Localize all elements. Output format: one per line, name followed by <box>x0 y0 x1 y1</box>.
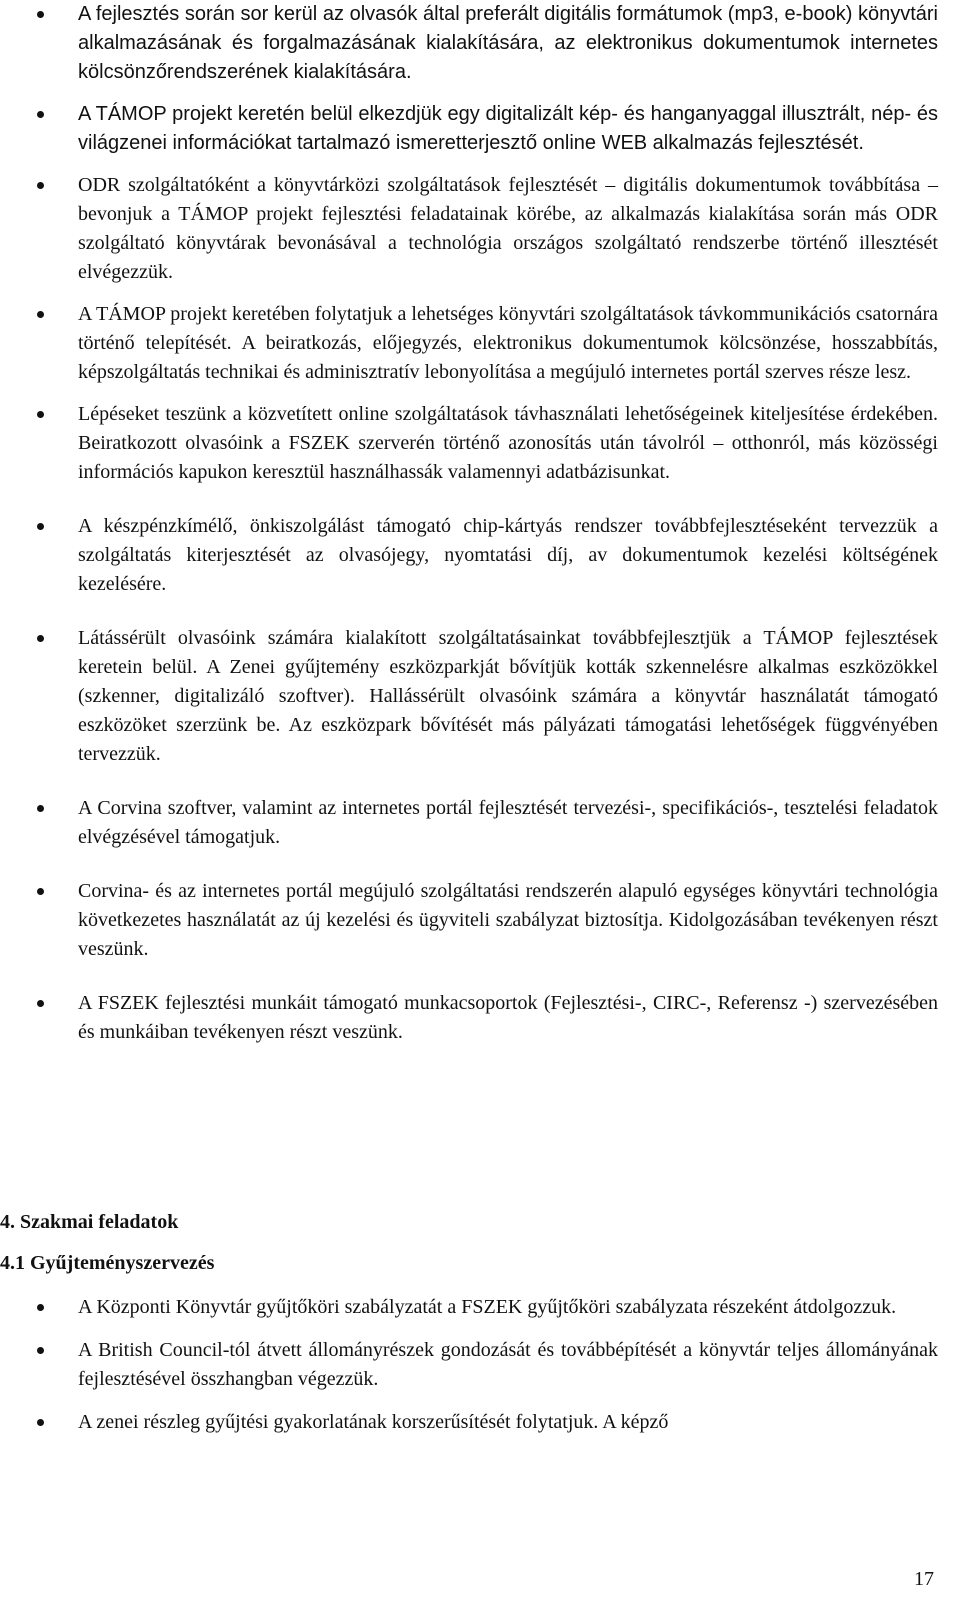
list-item: Lépéseket teszünk a közvetített online szolgáltatások távhasználati lehetőségeinek kiteljesítése érdekében. Beiratkozott olvasóink a FSZEK szerverén történő azonosítás után távolról – otthonról, más közösségi információs kapukon keresztül használhassák valamennyi adatbázisunkat. <box>0 400 960 487</box>
list-item: A TÁMOP projekt keretén belül elkezdjük egy digitalizált kép- és hanganyaggal illusztrált, nép- és világzenei információkat tartalmazó ismeretterjesztő online WEB alkalmazás fejlesztését. <box>0 100 960 158</box>
section-heading: 4. Szakmai feladatok <box>0 1211 179 1233</box>
list-item: A Corvina szoftver, valamint az internetes portál fejlesztését tervezési-, specifikációs-, tesztelési feladatok elvégzésével támogatjuk. <box>0 794 960 852</box>
list-item: A készpénzkímélő, önkiszolgálást támogató chip-kártyás rendszer továbbfejlesztéseként tervezzük a szolgáltatás kiterjesztését az olvasójegy, nyomtatási díj, av dokumentumok kezelési költségének kezelésére. <box>0 512 960 599</box>
list-item: A FSZEK fejlesztési munkáit támogató munkacsoportok (Fejlesztési-, CIRC-, Referensz -) szervezésében és munkáiban tevékenyen részt veszünk. <box>0 989 960 1047</box>
subsection-heading: 4.1 Gyűjteményszervezés <box>0 1252 215 1274</box>
list-item: A British Council-tól átvett állományrészek gondozását és továbbépítését a könyvtár teljes állományának fejlesztésével összhangban végezzük. <box>0 1336 960 1394</box>
list-item: ODR szolgáltatóként a könyvtárközi szolgáltatások fejlesztését – digitális dokumentumok továbbítása – bevonjuk a TÁMOP projekt fejlesztési feladatainak körébe, az alkalmazás kialakítása során más ODR szolgáltató könyvtárak bevonásával a technológia országos szolgáltató rendszerbe történő illesztését elvégezzük. <box>0 171 960 287</box>
list-item: A fejlesztés során sor kerül az olvasók által preferált digitális formátumok (mp3, e-book) könyvtári alkalmazásának és forgalmazásának kialakítására, az elektronikus dokumentumok internetes kölcsönzőrendszerének kialakítására. <box>0 0 960 87</box>
list-item: A Központi Könyvtár gyűjtőköri szabályzatát a FSZEK gyűjtőköri szabályzata részeként átdolgozzuk. <box>0 1293 960 1322</box>
list-item: Corvina- és az internetes portál megújuló szolgáltatási rendszerén alapuló egységes könyvtári technológia következetes használatát az új kezelési és ügyviteli szabályzat biztosítja. Kidolgozásában tevékenyen részt veszünk. <box>0 877 960 964</box>
list-item: Látássérült olvasóink számára kialakított szolgáltatásainkat továbbfejlesztjük a TÁMOP fejlesztések keretein belül. A Zenei gyűjtemény eszközparkját bővítjük kották szkennelésre alkalmas eszközökkel (szkenner, digitalizáló szoftver). Hallássérült olvasóink számára a könyvtár használatát támogató eszközöket szerzünk be. Az eszközpark bővítését más pályázati támogatási lehetőségek függvényében tervezzük. <box>0 624 960 769</box>
list-item: A TÁMOP projekt keretében folytatjuk a lehetséges könyvtári szolgáltatások távkommunikációs csatornára történő telepítését. A beiratkozás, előjegyzés, elektronikus dokumentumok kölcsönzése, hosszabbítás, képszolgáltatás technikai és adminisztratív lebonyolítása a megújuló internetes portál szerves része lesz. <box>0 300 960 387</box>
page-number: 17 <box>914 1568 934 1590</box>
collection-bullet-list <box>0 1293 960 1437</box>
list-item: A zenei részleg gyűjtési gyakorlatának korszerűsítését folytatjuk. A képző <box>0 1408 960 1437</box>
